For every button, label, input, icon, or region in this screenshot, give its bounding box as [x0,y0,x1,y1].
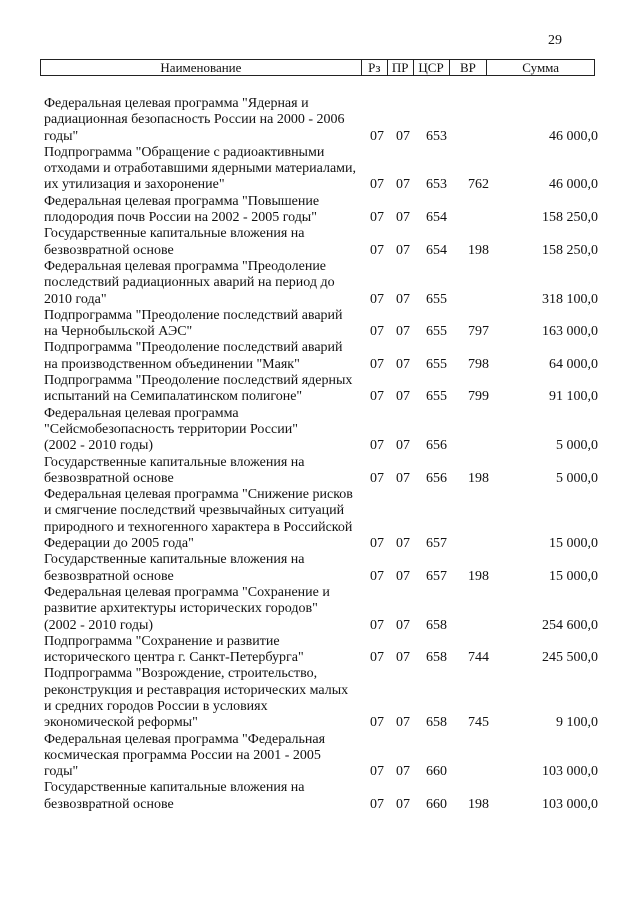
header-csr: ЦСР [414,60,450,75]
table-row [44,406,600,455]
budget-table-body [44,96,600,813]
row-pr: 07 [396,796,410,812]
row-rz: 07 [370,242,384,258]
row-csr: 653 [426,128,447,144]
row-name: Федеральная целевая программа "Ядерная и радиационная безопасность России на 2000 - 2006 годы" [44,96,345,144]
row-pr: 07 [396,242,410,258]
row-vr: 762 [468,177,489,193]
row-vr: 797 [468,324,489,340]
row-name: Федеральная целевая программа "Снижение рисков и смягчение последствий чрезвычайных ситуаций природного и техногенного характера в Российской Федерации до 2005 года" [44,487,353,552]
row-sum: 245 500,0 [542,650,598,666]
table-row [44,308,600,341]
header-vr: ВР [450,60,488,75]
row-rz: 07 [370,796,384,812]
header-name: Наименование [41,60,362,75]
row-rz: 07 [370,291,384,307]
header-sum: Сумма [522,60,560,75]
row-csr: 655 [426,389,447,405]
header-rz: Рз [362,60,388,75]
row-vr: 198 [468,568,489,584]
row-vr: 799 [468,389,489,405]
row-rz: 07 [370,715,384,731]
row-rz: 07 [370,128,384,144]
row-pr: 07 [396,568,410,584]
row-name: Государственные капитальные вложения на безвозвратной основе [44,552,305,584]
row-sum: 46 000,0 [549,128,598,144]
row-vr: 744 [468,650,489,666]
row-csr: 654 [426,242,447,258]
row-pr: 07 [396,291,410,307]
row-csr: 656 [426,470,447,486]
row-rz: 07 [370,389,384,405]
table-row [44,373,600,406]
table-row [44,487,600,552]
row-sum: 163 000,0 [542,324,598,340]
table-row [44,194,600,227]
table-row [44,340,600,373]
table-row [44,666,600,731]
row-sum: 5 000,0 [556,470,598,486]
row-sum: 318 100,0 [542,291,598,307]
row-vr: 798 [468,356,489,372]
row-rz: 07 [370,617,384,633]
row-vr: 198 [468,242,489,258]
row-name: Государственные капитальные вложения на безвозвратной основе [44,780,305,812]
row-rz: 07 [370,568,384,584]
row-csr: 660 [426,764,447,780]
row-name: Подпрограмма "Сохранение и развитие исторического центра г. Санкт-Петербурга" [44,633,304,666]
row-csr: 658 [426,715,447,731]
row-sum: 46 000,0 [549,177,598,193]
table-row [44,585,600,634]
table-header [40,59,595,76]
row-pr: 07 [396,177,410,193]
row-sum: 15 000,0 [549,536,598,552]
row-pr: 07 [396,324,410,340]
row-pr: 07 [396,356,410,372]
row-name: Федеральная целевая программа "Федеральная космическая программа России на 2001 - 2005 годы" [44,731,326,780]
row-sum: 64 000,0 [549,356,598,372]
row-name: Подпрограмма "Преодоление последствий ядерных испытаний на Семипалатинском полигоне" [44,373,353,405]
table-row [44,455,600,488]
row-rz: 07 [370,177,384,193]
row-sum: 103 000,0 [542,796,598,812]
row-rz: 07 [370,210,384,226]
row-csr: 655 [426,324,447,340]
row-name: Подпрограмма "Обращение с радиоактивными отходами и отработавшими ядерными материалами, их утилизация и захоронение" [44,144,357,193]
row-vr: 745 [468,715,489,731]
row-rz: 07 [370,536,384,552]
row-name: Подпрограмма "Преодоление последствий аварий на Чернобыльской АЭС" [44,307,343,340]
row-csr: 656 [426,438,447,454]
row-pr: 07 [396,210,410,226]
row-pr: 07 [396,617,410,633]
row-csr: 658 [426,617,447,633]
row-sum: 9 100,0 [556,715,598,731]
row-name: Подпрограмма "Преодоление последствий аварий на производственном объединении "Маяк" [44,340,343,372]
row-name: Государственные капитальные вложения на безвозвратной основе [44,226,305,258]
table-row [44,259,600,308]
row-sum: 91 100,0 [549,389,598,405]
header-pr: ПР [388,60,414,75]
table-row [44,145,600,194]
row-name: Федеральная целевая программа "Сейсмобезопасность территории России" (2002 - 2010 годы) [44,405,298,454]
row-csr: 655 [426,356,447,372]
row-csr: 654 [426,210,447,226]
row-sum: 5 000,0 [556,438,598,454]
row-pr: 07 [396,536,410,552]
row-csr: 653 [426,177,447,193]
row-pr: 07 [396,715,410,731]
row-pr: 07 [396,470,410,486]
row-sum: 254 600,0 [542,617,598,633]
table-row [44,226,600,259]
table-row [44,96,600,145]
row-rz: 07 [370,324,384,340]
table-row [44,780,600,813]
row-pr: 07 [396,764,410,780]
row-vr: 198 [468,796,489,812]
row-name: Федеральная целевая программа "Повышение плодородия почв России на 2002 - 2005 годы" [44,193,320,226]
row-csr: 657 [426,536,447,552]
table-row [44,732,600,781]
page-number: 29 [548,33,562,48]
row-sum: 158 250,0 [542,210,598,226]
row-csr: 658 [426,650,447,666]
row-rz: 07 [370,356,384,372]
row-sum: 15 000,0 [549,568,598,584]
row-name: Федеральная целевая программа "Преодоление последствий радиационных аварий на период до 2010 года" [44,258,335,307]
row-pr: 07 [396,650,410,666]
row-rz: 07 [370,764,384,780]
row-pr: 07 [396,438,410,454]
row-rz: 07 [370,438,384,454]
table-row [44,634,600,667]
row-sum: 158 250,0 [542,242,598,258]
row-pr: 07 [396,128,410,144]
row-csr: 657 [426,568,447,584]
row-name: Федеральная целевая программа "Сохранение и развитие архитектуры исторических городов" (2002 - 2010 годы) [44,584,330,633]
table-row [44,552,600,585]
row-rz: 07 [370,470,384,486]
row-csr: 660 [426,796,447,812]
row-csr: 655 [426,291,447,307]
row-pr: 07 [396,389,410,405]
row-name: Подпрограмма "Возрождение, строительство, реконструкция и реставрация исторических малых и средних городов России в условиях экономической реформы" [44,666,349,731]
row-name: Государственные капитальные вложения на безвозвратной основе [44,454,305,486]
row-rz: 07 [370,650,384,666]
row-sum: 103 000,0 [542,764,598,780]
row-vr: 198 [468,470,489,486]
